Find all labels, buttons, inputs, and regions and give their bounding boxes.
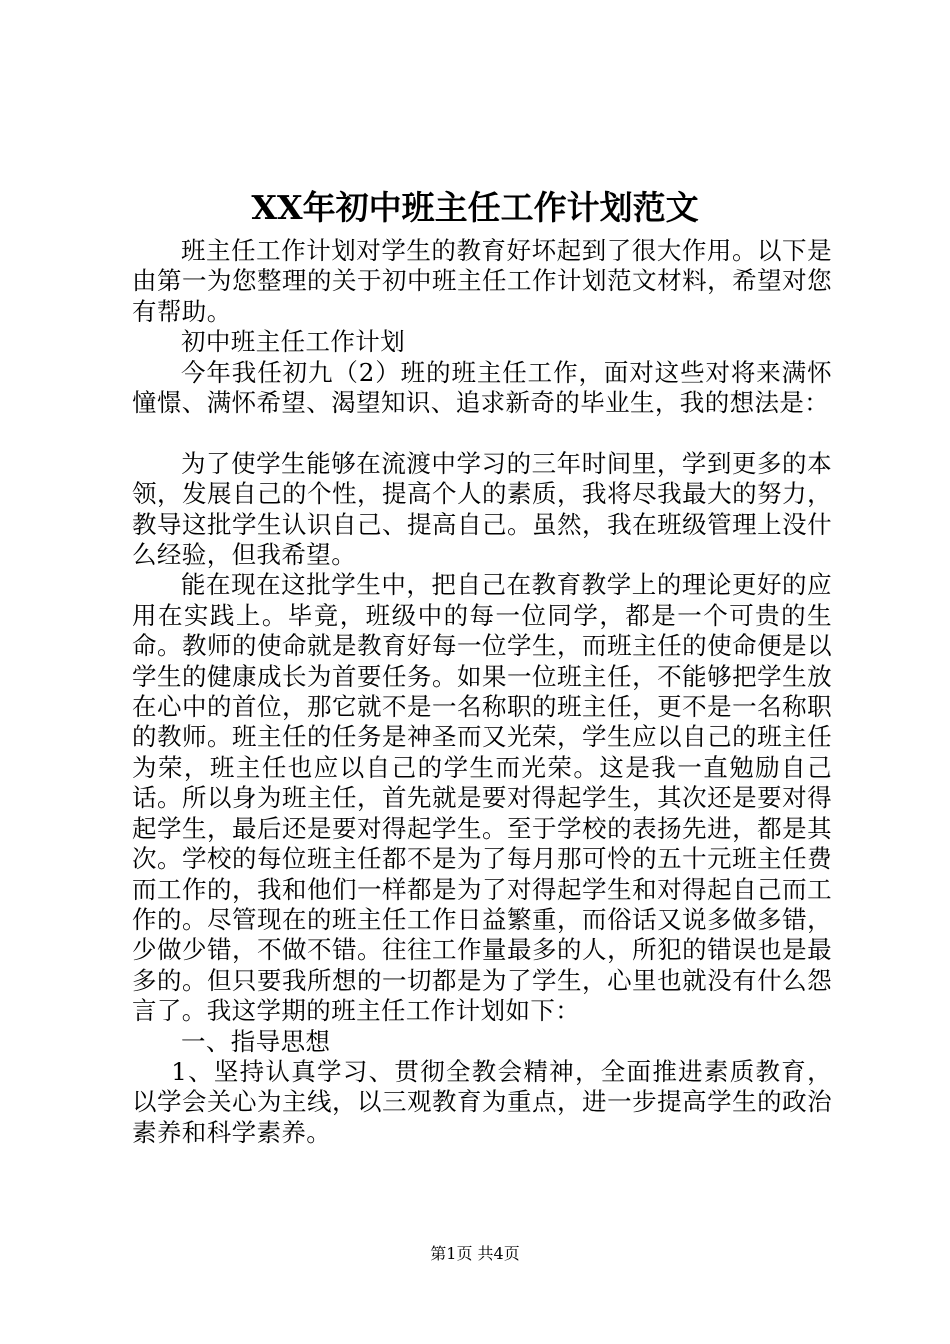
section-heading-guiding-thought: 一、指导思想 <box>181 1026 331 1056</box>
page-footer: 第1页 共4页 <box>430 1244 520 1263</box>
section-heading-plan: 初中班主任工作计划 <box>181 327 406 357</box>
paragraph-class-assignment: 今年我任初九（2）班的班主任工作，面对这些对将来满怀憧憬、满怀希望、渴望知识、追求新奇的毕业生，我的想法是： <box>132 357 832 418</box>
list-item-1: 1、坚持认真学习、贯彻全教会精神，全面推进素质教育，以学会关心为主线，以三观教育为重点，进一步提高学生的政治素养和科学素养。 <box>132 1056 832 1147</box>
document-body <box>132 236 832 1148</box>
paragraph-goals: 为了使学生能够在流渡中学习的三年时间里，学到更多的本领，发展自己的个性，提高个人的素质，我将尽我最大的努力，教导这批学生认识自己、提高自己。虽然，我在班级管理上没什么经验，但我希望。 <box>132 448 832 570</box>
document-title: XX年初中班主任工作计划范文 <box>251 188 699 227</box>
intro-paragraph: 班主任工作计划对学生的教育好坏起到了很大作用。以下是由第一为您整理的关于初中班主任工作计划范文材料，希望对您有帮助。 <box>132 236 832 326</box>
paragraph-mission: 能在现在这批学生中，把自己在教育教学上的理论更好的应用在实践上。毕竟，班级中的每一位同学，都是一个可贵的生命。教师的使命就是教育好每一位学生，而班主任的使命便是以学生的健康成长为首要任务。如果一位班主任，不能够把学生放在心中的首位，那它就不是一名称职的班主任，更不是一名称职的教师。班主任的任务是神圣而又光荣，学生应以自己的班主任为荣，班主任也应以自己的学生而光荣。这是我一直勉励自己话。所以身为班主任，首先就是要对得起学生，其次还是要对得起学生，最后还是要对得起学生。至于学校的表扬先进，都是其次。学校的每位班主任都不是为了每月那可怜的五十元班主任费而工作的，我和他们一样都是为了对得起学生和对得起自己而工作的。尽管现在的班主任工作日益繁重，而俗话又说多做多错，少做少错，不做不错。往往工作量最多的人，所犯的错误也是最多的。但只要我所想的一切都是为了学生，心里也就没有什么怨言了。我这学期的班主任工作计划如下： <box>132 570 832 1026</box>
